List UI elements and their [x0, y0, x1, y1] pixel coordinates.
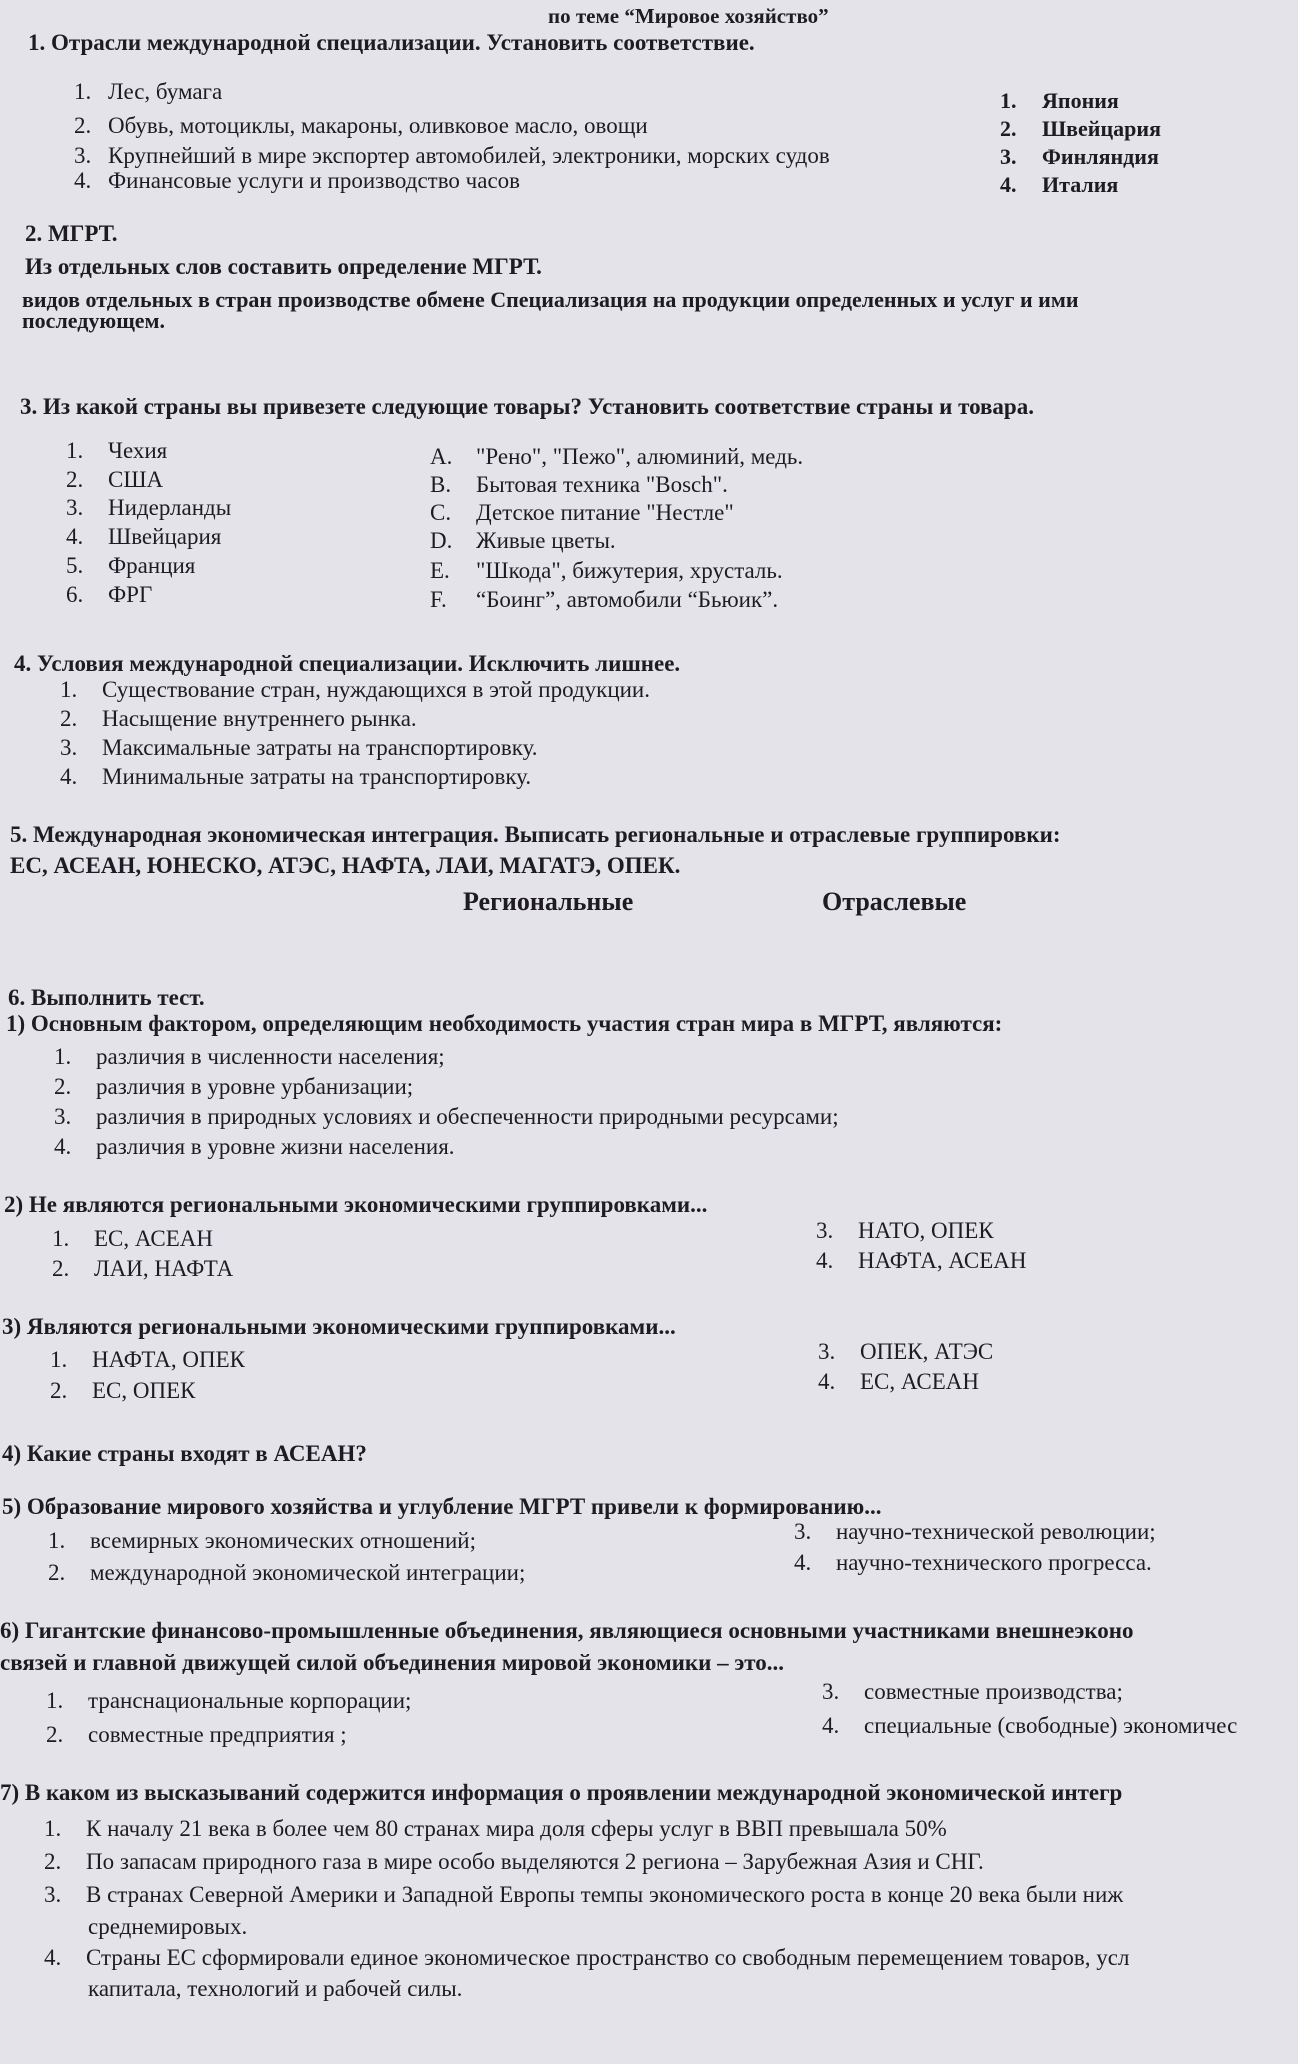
- q5-title: 5. Международная экономическая интеграция. Выписать региональные и отраслевые группировки:: [10, 822, 1061, 847]
- test6-question: 6) Гигантские финансово-промышленные объединения, являющиеся основными участниками внешнеэконо: [0, 1618, 1134, 1643]
- test6-question-cont: связей и главной движущей силой объединения мировой экономики – это...: [0, 1650, 785, 1675]
- q3-country: 6. ФРГ: [66, 582, 153, 607]
- q4-item: 4. Минимальные затраты на транспортировку.: [60, 764, 532, 789]
- test2-option: 4. НАФТА, АСЕАН: [816, 1248, 1027, 1273]
- q1-country: 2. Швейцария: [1000, 116, 1161, 141]
- test3-option: 1. НАФТА, ОПЕК: [50, 1347, 245, 1372]
- q3-good: E. "Шкода", бижутерия, хрусталь.: [430, 558, 783, 583]
- q2-instruction: Из отдельных слов составить определение МГРТ.: [25, 254, 542, 279]
- test7-question: 7) В каком из высказываний содержится информация о проявлении международной экономической интегр: [0, 1780, 1123, 1805]
- q3-country: 5. Франция: [66, 553, 196, 578]
- q1-country: 1. Япония: [1000, 88, 1119, 113]
- test6-option: 4. специальные (свободные) экономичес: [822, 1713, 1238, 1738]
- test1-question: 1) Основным фактором, определяющим необходимость участия стран мира в МГРТ, являются:: [6, 1011, 1003, 1036]
- q1-title: 1. Отрасли международной специализации. Установить соответствие.: [28, 30, 755, 55]
- q3-good: C. Детское питание "Нестле": [430, 500, 734, 525]
- q4-item: 3. Максимальные затраты на транспортировку.: [60, 735, 538, 760]
- test5-option: 3. научно-технической революции;: [794, 1519, 1156, 1544]
- test7-option: 1. К началу 21 века в более чем 80 странах мира доля сферы услуг в ВВП превышала 50%: [44, 1816, 947, 1841]
- q3-good: A. "Рено", "Пежо", алюминий, медь.: [430, 444, 804, 469]
- test1-option: 1. различия в численности населения;: [54, 1044, 445, 1069]
- q3-country: 4. Швейцария: [66, 524, 222, 549]
- test5-option: 2. международной экономической интеграции;: [48, 1560, 526, 1585]
- q3-good: F. “Боинг”, автомобили “Бьюик”.: [430, 587, 779, 612]
- test2-question: 2) Не являются региональными экономическими группировками...: [4, 1192, 708, 1217]
- q4-item: 1. Существование стран, нуждающихся в этой продукции.: [60, 677, 650, 702]
- test1-option: 4. различия в уровне жизни населения.: [54, 1134, 455, 1159]
- test3-option: 4. ЕС, АСЕАН: [818, 1369, 979, 1394]
- q1-item: 3. Крупнейший в мире экспортер автомобилей, электроники, морских судов: [74, 143, 830, 168]
- q3-country: 3. Нидерланды: [66, 495, 232, 520]
- test6-option: 1. транснациональные корпорации;: [46, 1688, 412, 1713]
- test5-option: 4. научно-технического прогресса.: [794, 1550, 1152, 1575]
- test7-option-cont: среднемировых.: [88, 1914, 248, 1939]
- test2-option: 2. ЛАИ, НАФТА: [52, 1256, 234, 1281]
- q2-words-line: последующем.: [22, 308, 166, 333]
- q2-words-line: видов отдельных в стран производстве обмене Специализация на продукции определенных и услуг и ими: [22, 287, 1079, 312]
- q1-country: 4. Италия: [1000, 172, 1119, 197]
- q3-country: 1. Чехия: [66, 438, 168, 463]
- q5-col-regional: Региональные: [463, 887, 634, 916]
- q4-title: 4. Условия международной специализации. Исключить лишнее.: [14, 651, 681, 676]
- q3-good: B. Бытовая техника "Bosch".: [430, 472, 728, 497]
- q2-title: 2. МГРТ.: [25, 221, 118, 246]
- test7-option: 4. Страны ЕС сформировали единое экономическое пространство со свободным перемещением товаров, усл: [44, 1945, 1130, 1970]
- q5-col-sectoral: Отраслевые: [822, 887, 967, 916]
- q1-item: 2. Обувь, мотоциклы, макароны, оливковое масло, овощи: [74, 113, 648, 138]
- q3-good: D. Живые цветы.: [430, 528, 616, 553]
- test4-question: 4) Какие страны входят в АСЕАН?: [2, 1441, 367, 1466]
- test6-option: 2. совместные предприятия ;: [46, 1722, 347, 1747]
- test3-option: 3. ОПЕК, АТЭС: [818, 1339, 994, 1364]
- q4-item: 2. Насыщение внутреннего рынка.: [60, 706, 417, 731]
- q3-title: 3. Из какой страны вы привезете следующие товары? Установить соответствие страны и товара.: [20, 394, 1034, 419]
- q1-item: 1. Лес, бумага: [74, 79, 223, 104]
- test3-question: 3) Являются региональными экономическими группировками...: [2, 1314, 676, 1339]
- q5-list: ЕС, АСЕАН, ЮНЕСКО, АТЭС, НАФТА, ЛАИ, МАГАТЭ, ОПЕК.: [10, 853, 681, 878]
- q6-title: 6. Выполнить тест.: [8, 985, 205, 1010]
- test1-option: 3. различия в природных условиях и обеспеченности природными ресурсами;: [54, 1104, 839, 1129]
- test7-option-cont: капитала, технологий и рабочей силы.: [88, 1976, 463, 2001]
- test2-option: 3. НАТО, ОПЕК: [816, 1218, 994, 1243]
- test5-option: 1. всемирных экономических отношений;: [48, 1528, 476, 1553]
- test7-option: 2. По запасам природного газа в мире особо выделяются 2 региона – Зарубежная Азия и СНГ.: [44, 1849, 984, 1874]
- test6-option: 3. совместные производства;: [822, 1679, 1123, 1704]
- q1-item: 4. Финансовые услуги и производство часов: [74, 168, 521, 193]
- test5-question: 5) Образование мирового хозяйства и углубление МГРТ привели к формированию...: [2, 1494, 882, 1519]
- test7-option: 3. В странах Северной Америки и Западной Европы темпы экономического роста в конце 20 века были ниж: [44, 1882, 1124, 1907]
- test3-option: 2. ЕС, ОПЕК: [50, 1378, 196, 1403]
- test1-option: 2. различия в уровне урбанизации;: [54, 1074, 414, 1099]
- q3-country: 2. США: [66, 467, 164, 492]
- page-header: по теме “Мировое хозяйство”: [548, 4, 829, 28]
- q1-country: 3. Финляндия: [1000, 144, 1159, 169]
- test2-option: 1. ЕС, АСЕАН: [52, 1226, 213, 1251]
